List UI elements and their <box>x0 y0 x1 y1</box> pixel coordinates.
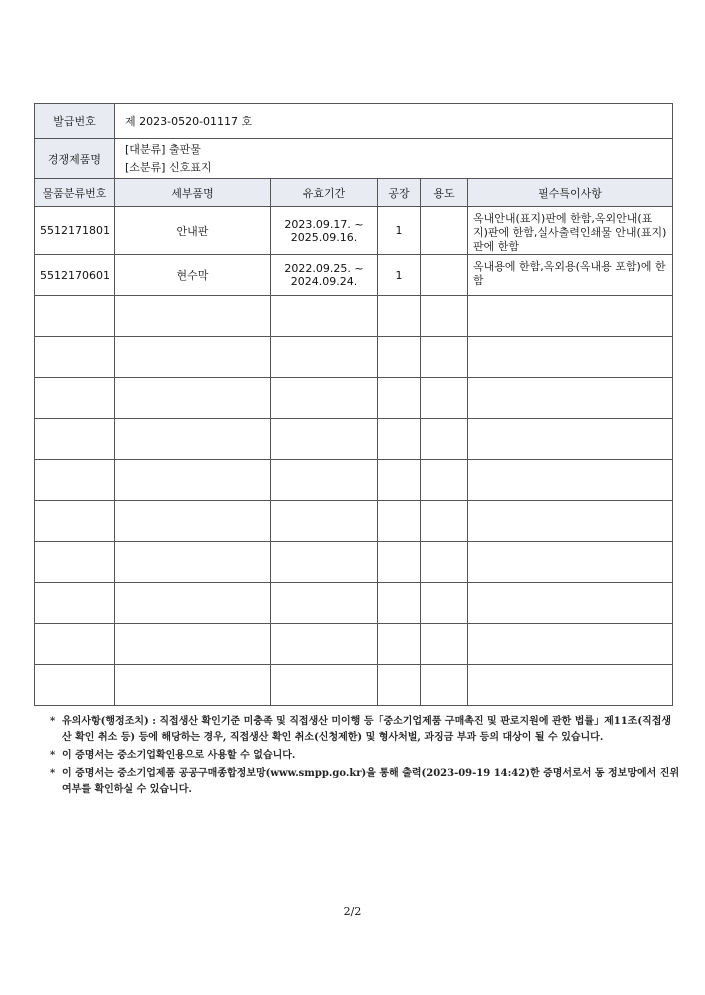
col-header-name: 세부품명 <box>115 179 271 207</box>
issue-number-value: 제 2023-0520-01117 호 <box>115 104 673 139</box>
row-validity <box>271 255 378 296</box>
row-factory: 1 <box>378 255 421 296</box>
note-item <box>50 766 680 798</box>
row-remark: 옥내안내(표지)판에 한함,옥외안내(표지)판에 한함,실사출력인쇄물 안내(표지)판에 한함 <box>468 207 673 255</box>
col-header-remark: 필수특이사항 <box>468 179 673 207</box>
valid-from: 2022.09.25. ~ <box>284 262 364 275</box>
table-row <box>35 255 673 296</box>
empty-row <box>35 583 673 624</box>
note-text: 유의사항(행정조치) : 직접생산 확인기준 미충족 및 직접생산 미이행 등「중소기업제품 구매촉진 및 판로지원에 관한 법률」제11조(직접생산 확인 취소 등) 등에 해당하는 경우, 직접생산 확인 취소(신청제한) 및 형사처벌, 과징금 부과 등의 대상이 될 수 있습니다. <box>62 716 672 743</box>
empty-row <box>35 337 673 378</box>
empty-row <box>35 378 673 419</box>
col-header-code: 물품분류번호 <box>35 179 115 207</box>
col-header-validity: 유효기간 <box>271 179 378 207</box>
empty-row <box>35 419 673 460</box>
note-bullet: * <box>50 750 56 761</box>
empty-row <box>35 542 673 583</box>
product-table <box>34 103 673 706</box>
row-factory: 1 <box>378 207 421 255</box>
valid-from: 2023.09.17. ~ <box>284 217 364 231</box>
row-usage <box>421 255 468 296</box>
row-code: 5512170601 <box>35 255 115 296</box>
row-usage <box>421 207 468 255</box>
issue-number-label: 발급번호 <box>35 104 115 139</box>
row-code: 5512171801 <box>35 207 115 255</box>
row-name: 안내판 <box>115 207 271 255</box>
minor-category: [소분류] 신호표지 <box>125 160 212 174</box>
empty-row <box>35 624 673 665</box>
column-header-row <box>35 179 673 207</box>
issue-number-row <box>35 104 673 139</box>
note-item <box>50 748 680 764</box>
note-bullet: * <box>50 716 56 727</box>
col-header-usage: 용도 <box>421 179 468 207</box>
empty-row <box>35 460 673 501</box>
empty-row <box>35 501 673 542</box>
note-item <box>50 714 680 746</box>
product-name-label: 경쟁제품명 <box>35 139 115 179</box>
note-text: 이 증명서는 중소기업제품 공공구매종합정보망(www.smpp.go.kr)을 통해 출력(2023-09-19 14:42)한 증명서로서 동 정보망에서 진위여부를 확인하실 수 있습니다. <box>62 768 680 795</box>
note-text: 이 증명서는 중소기업확인용으로 사용할 수 없습니다. <box>62 750 296 761</box>
valid-to: 2025.09.16. <box>290 230 358 244</box>
valid-to: 2024.09.24. <box>290 275 358 288</box>
row-validity <box>271 207 378 255</box>
row-remark: 옥내용에 한함,옥외용(옥내용 포함)에 한함 <box>468 255 673 296</box>
product-name-value <box>115 139 673 179</box>
major-category: [대분류] 출판물 <box>125 142 201 156</box>
product-name-row <box>35 139 673 179</box>
empty-row <box>35 665 673 706</box>
notes-section <box>50 714 680 800</box>
table-row <box>35 207 673 255</box>
col-header-factory: 공장 <box>378 179 421 207</box>
page-number: 2/2 <box>343 905 362 918</box>
row-name: 현수막 <box>115 255 271 296</box>
note-bullet: * <box>50 768 56 779</box>
empty-row <box>35 296 673 337</box>
